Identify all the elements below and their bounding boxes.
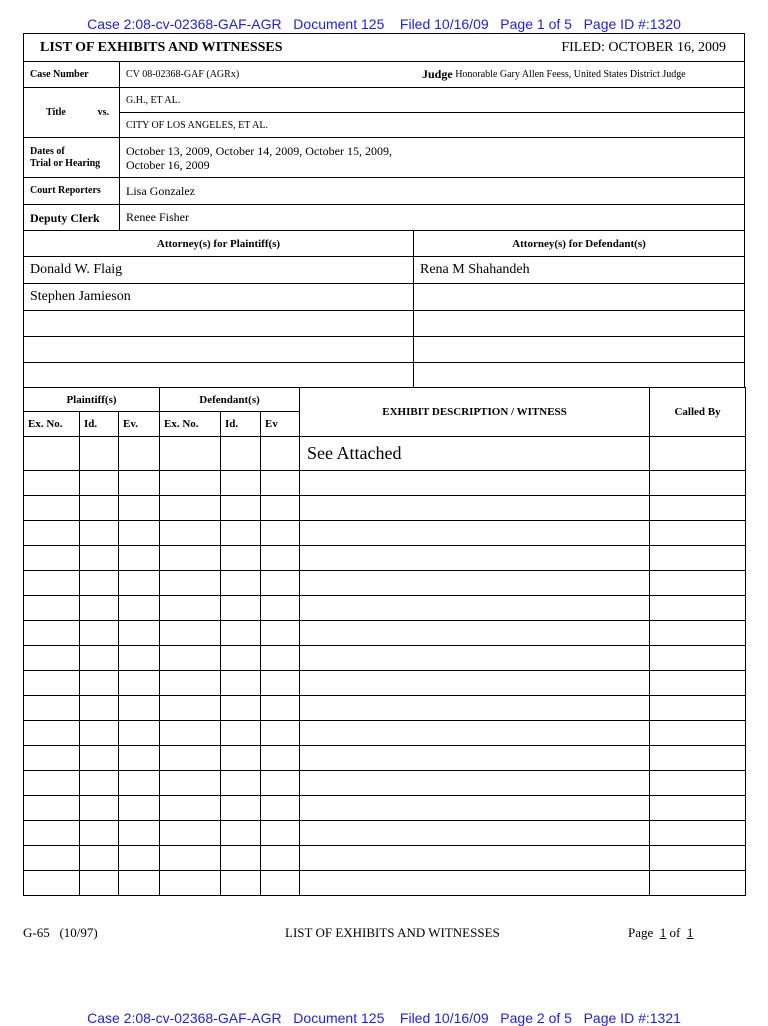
table-cell	[300, 796, 650, 821]
clerk-row	[24, 205, 744, 231]
table-cell	[221, 771, 261, 796]
table-cell	[221, 646, 261, 671]
table-cell	[80, 796, 119, 821]
table-cell	[24, 621, 80, 646]
exhibit-table	[23, 387, 746, 896]
table-cell	[80, 621, 119, 646]
table-cell	[160, 771, 221, 796]
description-header: EXHIBIT DESCRIPTION / WITNESS	[300, 388, 650, 437]
reporters-row	[24, 178, 744, 205]
table-cell	[261, 721, 300, 746]
case-number-label: Case Number	[24, 62, 120, 87]
table-cell	[221, 796, 261, 821]
table-cell	[261, 696, 300, 721]
defendant-group-label: Defendant(s)	[160, 388, 300, 412]
table-cell	[119, 596, 160, 621]
table-cell	[80, 596, 119, 621]
table-cell	[300, 546, 650, 571]
table-cell	[119, 546, 160, 571]
table-cell	[80, 571, 119, 596]
table-cell	[650, 496, 746, 521]
col-defendant-ex-no: Ex. No.	[160, 412, 221, 437]
defendant-attorney: Rena M Shahandeh	[420, 262, 530, 277]
judge-label: Judge	[422, 67, 453, 81]
table-cell	[650, 746, 746, 771]
table-cell	[160, 496, 221, 521]
table-cell	[261, 746, 300, 771]
table-cell	[24, 746, 80, 771]
table-cell	[221, 571, 261, 596]
defendant-party: CITY OF LOS ANGELES, ET AL.	[126, 119, 268, 131]
parties	[120, 88, 744, 137]
attorneys-header-row	[24, 231, 744, 257]
table-cell	[80, 821, 119, 846]
table-cell	[221, 546, 261, 571]
table-cell	[221, 821, 261, 846]
table-cell	[160, 521, 221, 546]
table-cell	[119, 721, 160, 746]
table-cell	[160, 621, 221, 646]
table-cell	[261, 821, 300, 846]
page-label: Page	[628, 925, 654, 940]
table-cell	[650, 846, 746, 871]
table-cell	[119, 646, 160, 671]
table-cell	[80, 471, 119, 496]
table-cell	[160, 846, 221, 871]
table-cell	[221, 671, 261, 696]
attorney-row	[24, 337, 744, 363]
table-cell	[119, 571, 160, 596]
exhibit-description: See Attached	[300, 437, 650, 471]
table-cell	[300, 846, 650, 871]
table-cell	[24, 496, 80, 521]
footer-title: LIST OF EXHIBITS AND WITNESSES	[285, 925, 500, 940]
table-row	[24, 746, 746, 771]
table-row	[24, 521, 746, 546]
table-cell	[300, 521, 650, 546]
col-plaintiff-ev: Ev.	[119, 412, 160, 437]
table-row	[24, 796, 746, 821]
table-cell	[261, 471, 300, 496]
table-cell	[221, 721, 261, 746]
table-cell	[221, 871, 261, 896]
title-row	[24, 88, 744, 138]
table-cell	[24, 796, 80, 821]
page-indicator	[628, 925, 693, 941]
table-cell	[160, 821, 221, 846]
table-cell	[119, 821, 160, 846]
defendant-attorneys-label: Attorney(s) for Defendant(s)	[512, 237, 646, 250]
table-cell	[80, 437, 119, 471]
table-cell	[80, 496, 119, 521]
table-cell	[80, 521, 119, 546]
table-cell	[80, 746, 119, 771]
table-cell	[80, 646, 119, 671]
table-cell	[80, 846, 119, 871]
plaintiff-attorneys-label: Attorney(s) for Plaintiff(s)	[24, 231, 414, 256]
table-cell	[119, 496, 160, 521]
table-cell	[261, 571, 300, 596]
dates-label-line1: Dates of	[30, 145, 65, 157]
table-cell	[650, 437, 746, 471]
table-cell	[119, 621, 160, 646]
table-row	[24, 671, 746, 696]
col-plaintiff-ex-no: Ex. No.	[24, 412, 80, 437]
table-cell	[24, 871, 80, 896]
table-cell	[160, 437, 221, 471]
table-cell	[261, 646, 300, 671]
table-cell	[300, 721, 650, 746]
col-defendant-id: Id.	[221, 412, 261, 437]
dates-label-line2: Trial or Hearing	[30, 157, 101, 169]
table-cell	[221, 746, 261, 771]
form-title-row	[24, 34, 744, 62]
table-cell	[261, 596, 300, 621]
table-cell	[160, 596, 221, 621]
table-cell	[119, 471, 160, 496]
table-cell	[261, 796, 300, 821]
called-by-header: Called By	[650, 388, 746, 437]
plaintiff-attorney	[24, 337, 414, 362]
plaintiff-group-label: Plaintiff(s)	[24, 388, 160, 412]
table-row	[24, 871, 746, 896]
form-number: G-65 (10/97)	[23, 925, 98, 940]
table-cell	[119, 796, 160, 821]
table-cell	[300, 621, 650, 646]
table-cell	[160, 671, 221, 696]
table-cell	[80, 871, 119, 896]
form-title: LIST OF EXHIBITS AND WITNESSES	[40, 39, 283, 55]
judge-cell	[416, 62, 744, 87]
table-cell	[160, 646, 221, 671]
trial-dates: October 13, 2009, October 14, 2009, October 15, 2009, October 16, 2009	[126, 143, 392, 172]
table-cell	[300, 746, 650, 771]
table-cell	[261, 437, 300, 471]
document-header: Case 2:08-cv-02368-GAF-AGR Document 125 Filed 10/16/09 Page 1 of 5 Page ID #:1320	[87, 16, 681, 32]
defendant-attorney	[414, 284, 744, 310]
table-cell	[119, 521, 160, 546]
table-row	[24, 437, 746, 471]
exhibit-form-header	[23, 33, 745, 388]
reporters-label: Court Reporters	[24, 178, 120, 204]
table-cell	[650, 771, 746, 796]
attorney-row	[24, 284, 744, 311]
table-cell	[160, 471, 221, 496]
table-cell	[300, 596, 650, 621]
exhibit-group-header	[24, 388, 746, 412]
table-cell	[261, 846, 300, 871]
dates-label	[24, 138, 120, 177]
table-cell	[160, 746, 221, 771]
table-cell	[119, 771, 160, 796]
table-cell	[80, 671, 119, 696]
case-number-row	[24, 62, 744, 88]
table-cell	[650, 796, 746, 821]
table-cell	[650, 571, 746, 596]
vs-label: vs.	[97, 106, 109, 118]
table-cell	[650, 521, 746, 546]
filed-date: FILED: OCTOBER 16, 2009	[561, 39, 726, 55]
table-cell	[24, 696, 80, 721]
table-cell	[24, 821, 80, 846]
table-cell	[300, 471, 650, 496]
table-cell	[650, 821, 746, 846]
table-cell	[24, 471, 80, 496]
court-reporter: Lisa Gonzalez	[126, 183, 195, 198]
table-row	[24, 621, 746, 646]
table-cell	[119, 696, 160, 721]
table-row	[24, 821, 746, 846]
case-number: CV 08-02368-GAF (AGRx)	[126, 69, 240, 80]
table-row	[24, 771, 746, 796]
blank-rows	[24, 471, 746, 896]
table-row	[24, 596, 746, 621]
table-cell	[261, 671, 300, 696]
table-row	[24, 571, 746, 596]
table-cell	[160, 546, 221, 571]
table-cell	[24, 437, 80, 471]
table-cell	[650, 596, 746, 621]
page-total: 1	[686, 925, 694, 940]
plaintiff-attorney: Donald W. Flaig	[24, 257, 414, 283]
table-cell	[300, 821, 650, 846]
table-cell	[300, 571, 650, 596]
table-cell	[650, 696, 746, 721]
defendant-attorney	[414, 311, 744, 336]
table-cell	[300, 496, 650, 521]
table-cell	[300, 671, 650, 696]
next-page-header: Case 2:08-cv-02368-GAF-AGR Document 125 Filed 10/16/09 Page 2 of 5 Page ID #:1321	[87, 1010, 681, 1026]
plaintiff-attorney: Stephen Jamieson	[24, 284, 414, 310]
table-cell	[300, 696, 650, 721]
table-cell	[119, 846, 160, 871]
title-label: Title	[46, 106, 66, 118]
table-cell	[80, 771, 119, 796]
attorney-row	[24, 257, 744, 284]
table-cell	[300, 771, 650, 796]
table-cell	[119, 746, 160, 771]
table-cell	[650, 871, 746, 896]
deputy-clerk: Renee Fisher	[126, 210, 189, 224]
table-row	[24, 721, 746, 746]
table-cell	[160, 696, 221, 721]
table-cell	[24, 596, 80, 621]
table-cell	[221, 696, 261, 721]
table-cell	[80, 546, 119, 571]
clerk-label: Deputy Clerk	[24, 205, 120, 230]
attorney-row	[24, 311, 744, 337]
defendant-attorney	[414, 363, 744, 387]
table-cell	[160, 796, 221, 821]
table-row	[24, 546, 746, 571]
judge-name: Honorable Gary Allen Feess, United States District Judge	[455, 69, 686, 80]
of-label: of	[669, 925, 681, 940]
table-cell	[261, 871, 300, 896]
table-cell	[119, 437, 160, 471]
table-row	[24, 646, 746, 671]
plaintiff-attorney	[24, 311, 414, 336]
table-cell	[221, 496, 261, 521]
table-cell	[24, 846, 80, 871]
table-cell	[24, 671, 80, 696]
table-cell	[650, 471, 746, 496]
table-cell	[650, 721, 746, 746]
table-cell	[650, 671, 746, 696]
table-cell	[221, 596, 261, 621]
table-cell	[80, 721, 119, 746]
table-cell	[300, 646, 650, 671]
table-cell	[221, 846, 261, 871]
table-cell	[300, 871, 650, 896]
table-cell	[261, 496, 300, 521]
table-cell	[261, 771, 300, 796]
col-defendant-ev: Ev	[261, 412, 300, 437]
table-cell	[119, 871, 160, 896]
table-cell	[80, 696, 119, 721]
table-cell	[221, 437, 261, 471]
table-cell	[24, 546, 80, 571]
table-cell	[24, 571, 80, 596]
table-cell	[160, 871, 221, 896]
defendant-attorney	[414, 337, 744, 362]
table-cell	[650, 546, 746, 571]
table-cell	[24, 771, 80, 796]
table-cell	[160, 721, 221, 746]
table-cell	[261, 546, 300, 571]
table-cell	[650, 621, 746, 646]
table-row	[24, 846, 746, 871]
table-cell	[24, 721, 80, 746]
page-number: 1	[659, 925, 667, 940]
table-cell	[221, 621, 261, 646]
dates-row	[24, 138, 744, 178]
table-cell	[119, 671, 160, 696]
plaintiff-attorney	[24, 363, 414, 387]
title-label-cell	[24, 88, 120, 137]
col-plaintiff-id: Id.	[80, 412, 119, 437]
table-cell	[24, 521, 80, 546]
table-cell	[160, 571, 221, 596]
table-cell	[221, 471, 261, 496]
table-cell	[221, 521, 261, 546]
table-cell	[261, 521, 300, 546]
table-cell	[650, 646, 746, 671]
table-row	[24, 471, 746, 496]
attorney-row	[24, 363, 744, 387]
table-row	[24, 496, 746, 521]
plaintiff-party: G.H., ET AL.	[120, 88, 744, 113]
table-cell	[261, 621, 300, 646]
table-cell	[24, 646, 80, 671]
table-row	[24, 696, 746, 721]
